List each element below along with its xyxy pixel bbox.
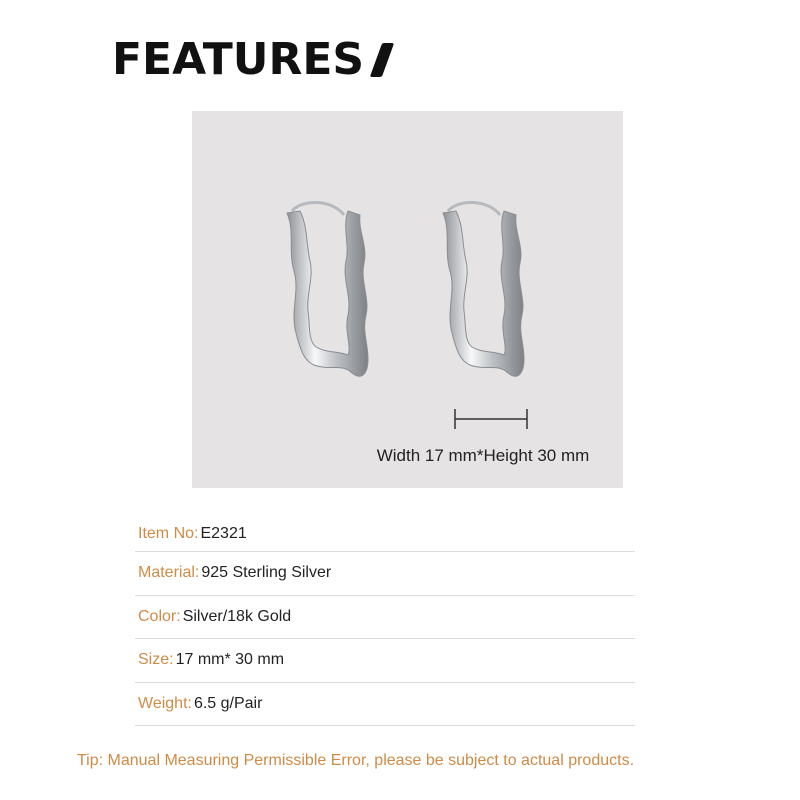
spec-row-color bbox=[135, 596, 635, 640]
spec-label: Size: bbox=[138, 651, 174, 669]
left-earring bbox=[287, 202, 368, 376]
spec-label: Material: bbox=[138, 564, 200, 582]
spec-row-material bbox=[135, 552, 635, 596]
tip-text: Tip: Manual Measuring Permissible Error, please be subject to actual products. bbox=[77, 752, 635, 769]
slash-decoration bbox=[370, 43, 394, 77]
spec-list bbox=[135, 517, 635, 726]
spec-value: Silver/18k Gold bbox=[182, 607, 292, 625]
dimension-caption: Width 17 mm*Height 30 mm bbox=[376, 446, 590, 465]
dimension-bar bbox=[455, 409, 527, 429]
spec-label: Item No: bbox=[138, 525, 199, 542]
right-earring bbox=[443, 202, 524, 376]
spec-row-weight bbox=[135, 683, 635, 727]
product-photo bbox=[192, 111, 623, 488]
spec-row-size bbox=[135, 639, 635, 683]
features-heading: FEATURES bbox=[112, 34, 365, 85]
earrings-illustration bbox=[192, 111, 623, 488]
spec-value: 17 mm* 30 mm bbox=[175, 651, 285, 669]
spec-value: 6.5 g/Pair bbox=[193, 694, 263, 712]
spec-value: E2321 bbox=[200, 525, 247, 542]
spec-value: 925 Sterling Silver bbox=[201, 564, 332, 582]
spec-row-item-no bbox=[135, 517, 635, 552]
spec-label: Color: bbox=[138, 607, 181, 625]
spec-label: Weight: bbox=[138, 694, 192, 712]
